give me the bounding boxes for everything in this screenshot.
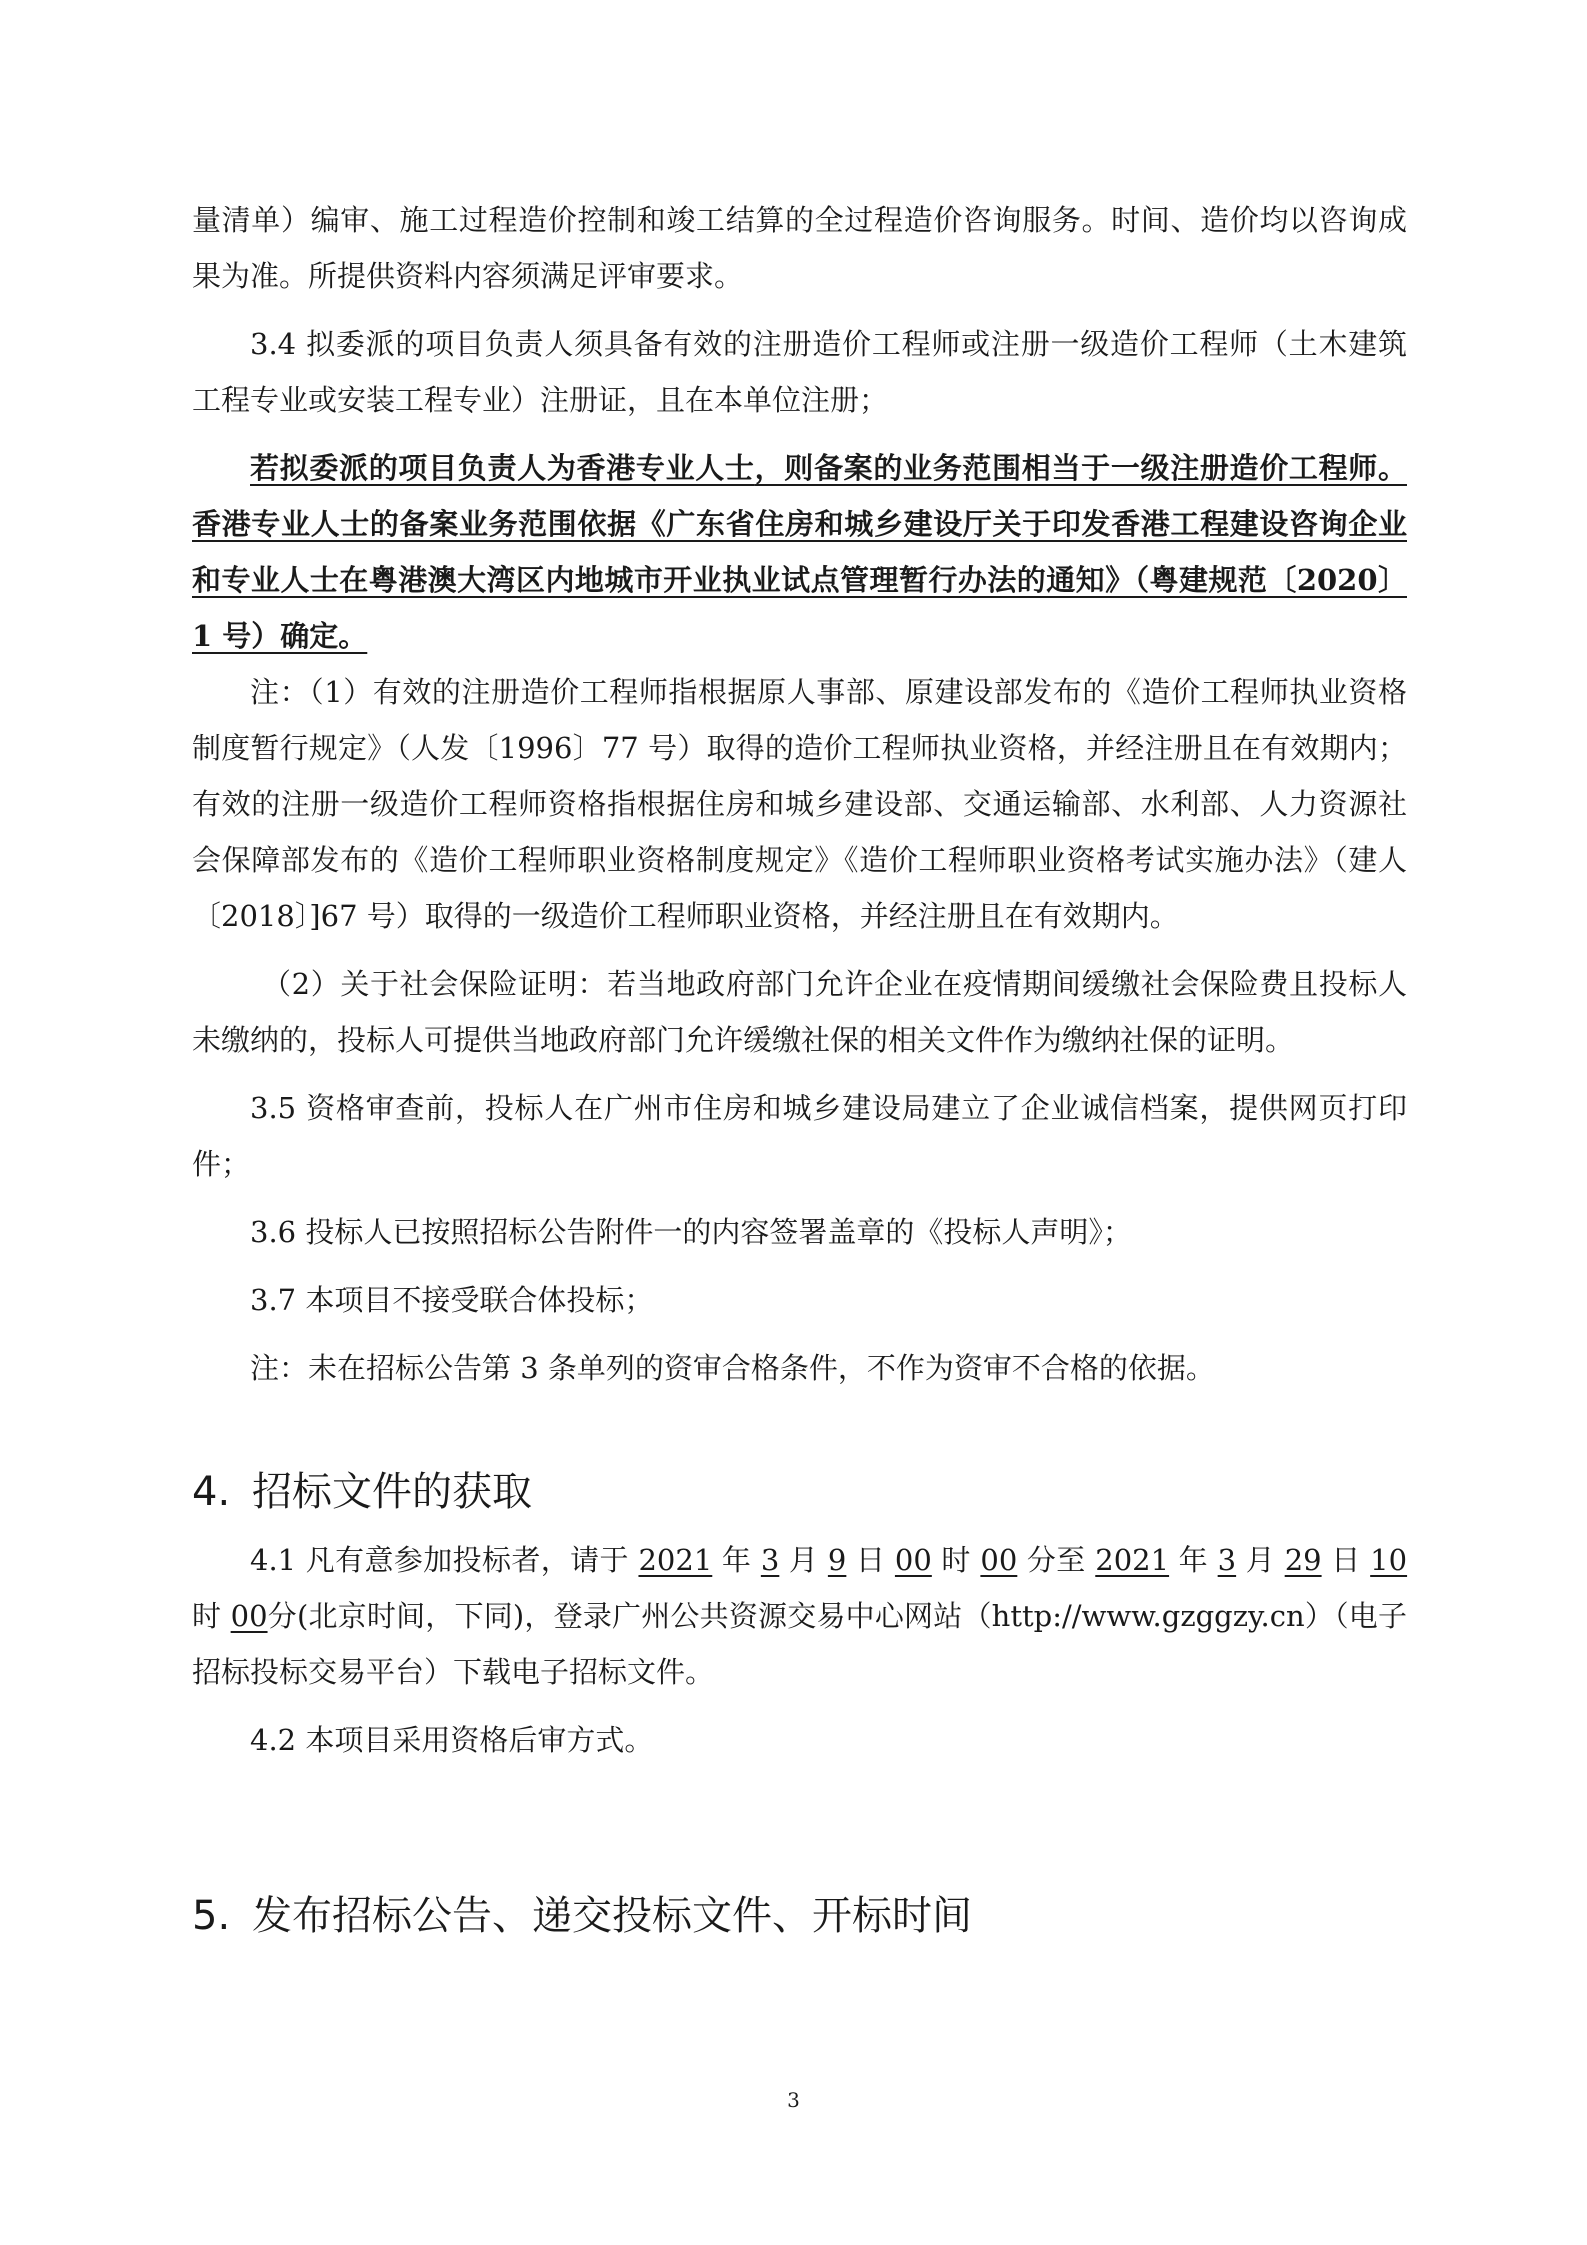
paragraph-4-2: 4.2 本项目采用资格后审方式。 [250,1723,654,1757]
start-day: 9 [827,1543,847,1577]
document-page [192,192,1407,1946]
note-2: （2）关于社会保险证明：若当地政府部门允许企业在疫情期间缓缴社会保险费且投标人未缴纳的，投标人可提供当地政府部门允许缓缴社保的相关文件作为缴纳社保的证明。 [192,967,1407,1057]
start-hour: 00 [894,1543,932,1577]
paragraph-3-6: 3.6 投标人已按照招标公告附件一的内容签署盖章的《投标人声明》； [250,1215,1132,1249]
label-month-2: 月 [1236,1543,1285,1577]
section-5-title: 发布招标公告、递交投标文件、开标时间 [252,1893,972,1939]
section-4-title: 招标文件的获取 [252,1469,532,1515]
label-month-1: 月 [779,1543,828,1577]
label-year-2: 年 [1169,1543,1218,1577]
paragraph-3-4-hk [192,440,1407,664]
p41-prefix: 4.1 凡有意参加投标者，请于 [250,1543,639,1577]
hk-clause-bold-b: ，则备案的业务范围相当于一级注册造价工程师。香港专业人士的备案业务范围依据《广东省住房和城乡建设厅关于印发香港工程建设咨询企业和专业人士在粤港澳大湾区内地城市开业执业试点管理暂行办法的通知》（粤建规范〔2020〕1 号）确定。 [192,451,1407,653]
section-5-heading [192,1886,1407,1946]
end-hour: 10 [1370,1543,1408,1577]
hk-clause-bold-a: 若拟委派的项目负责人为香港专业人士 [250,451,755,485]
start-year: 2021 [638,1543,713,1577]
label-year-1: 年 [712,1543,761,1577]
p41-suffix: 分(北京时间，下同)，登录广州公共资源交易中心网站（http://www.gzggzy.cn）（电子招标投标交易平台）下载电子招标文件。 [192,1599,1408,1689]
label-minute-to: 分至 [1017,1543,1096,1577]
note-end: 注：未在招标公告第 3 条单列的资审合格条件，不作为资审不合格的依据。 [250,1351,1215,1385]
end-minute: 00 [230,1599,268,1633]
paragraph-3-5: 3.5 资格审查前，投标人在广州市住房和城乡建设局建立了企业诚信档案，提供网页打印件； [192,1091,1407,1181]
end-month: 3 [1217,1543,1237,1577]
section-5-number: 5. [192,1893,231,1939]
section-4-number: 4. [192,1469,231,1515]
paragraph-3-4: 3.4 拟委派的项目负责人须具备有效的注册造价工程师或注册一级造价工程师（土木建筑工程专业或安装工程专业）注册证，且在本单位注册； [192,327,1407,417]
end-year: 2021 [1095,1543,1170,1577]
page-number: 3 [787,2088,800,2112]
label-day-1: 日 [846,1543,895,1577]
start-minute: 00 [980,1543,1018,1577]
label-hour-1: 时 [931,1543,981,1577]
paragraph-scope-continued: 量清单）编审、施工过程造价控制和竣工结算的全过程造价咨询服务。时间、造价均以咨询成果为准。所提供资料内容须满足评审要求。 [192,203,1407,293]
label-hour-2: 时 [192,1599,231,1633]
start-month: 3 [760,1543,780,1577]
paragraph-3-7: 3.7 本项目不接受联合体投标； [250,1283,654,1317]
end-day: 29 [1284,1543,1322,1577]
paragraph-4-1 [192,1532,1407,1700]
note-1: 注：（1）有效的注册造价工程师指根据原人事部、原建设部发布的《造价工程师执业资格制度暂行规定》（人发〔1996〕77 号）取得的造价工程师执业资格，并经注册且在有效期内；有效的注册一级造价工程师资格指根据住房和城乡建设部、交通运输部、水利部、人力资源社会保障部发布的《造价工程师职业资格制度规定》《造价工程师职业资格考试实施办法》（建人〔2018〕]67 号）取得的一级造价工程师职业资格，并经注册且在有效期内。 [192,675,1407,933]
section-4-heading [192,1462,1407,1522]
label-day-2: 日 [1321,1543,1371,1577]
